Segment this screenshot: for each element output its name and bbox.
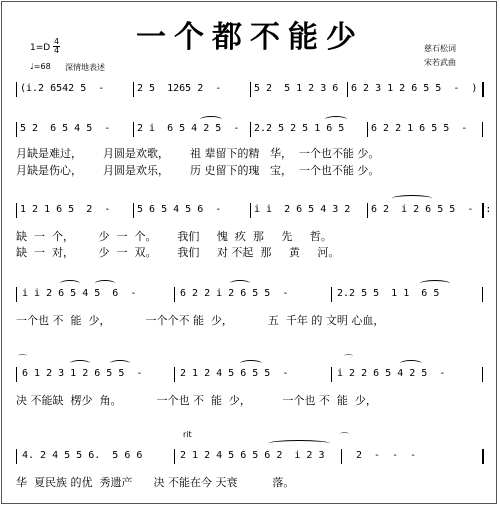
barline <box>347 82 348 97</box>
song-title: 一个都不能少 <box>136 20 364 55</box>
barline <box>482 287 483 302</box>
lyric-line: 决 不能缺 楞少 角。 一个也 不 能 少， 一个也 不 能 少， <box>16 394 377 407</box>
measure: i i 2 6 5 4 5 6 - <box>22 288 137 299</box>
slur <box>268 440 330 447</box>
slur <box>392 195 432 202</box>
staff-line <box>16 287 484 303</box>
staff-line <box>16 203 492 219</box>
time-bottom: 4 <box>53 46 60 55</box>
lyric-line: 缺 一 对， 少 一 双。 我们 对 不起 那 黄 河。 <box>16 246 340 259</box>
lyric-line: 华 夏民族 的优 秀遗产 决 不能在今 天衰 落。 <box>16 476 295 489</box>
barline <box>482 367 483 382</box>
ritardando-marking: rit <box>183 430 192 439</box>
barline <box>250 122 251 137</box>
measure: 5 2 6 5 4 5 - <box>20 123 111 134</box>
measure: 2 1 2 4 5 6 5 5 - <box>180 368 289 379</box>
barline <box>482 122 483 137</box>
slur <box>230 280 250 287</box>
measure: 2 5 1265 2 - <box>137 83 222 94</box>
measure: 6 2 2 i 2 6 5 5 - <box>180 288 289 299</box>
time-top: 4 <box>53 37 60 46</box>
lyric-line: 缺 一 个， 少 一 个。 我们 愧 疚 那 先 哲。 <box>16 230 332 243</box>
barline <box>16 122 17 137</box>
barline <box>16 203 17 218</box>
slur <box>240 360 262 367</box>
barline <box>482 203 484 218</box>
measure: 6 2 3 1 2 6 5 5 - ) <box>351 83 478 94</box>
composer-credit: 宋若武曲 <box>424 58 456 67</box>
slur <box>420 280 450 287</box>
slur <box>110 360 130 367</box>
slur <box>70 360 90 367</box>
measure: 4. 2 4 5 5 6. 5 6 6 <box>22 450 143 461</box>
measure: 5 2 5 1 2 3 6 <box>254 83 339 94</box>
measure: 5 6 5 4 5 6 - <box>137 204 222 215</box>
barline <box>250 203 251 218</box>
barline <box>133 82 134 97</box>
slur <box>400 360 422 367</box>
barline <box>16 449 17 464</box>
barline <box>133 203 134 218</box>
staff-line <box>16 82 484 98</box>
barline <box>367 122 368 137</box>
barline <box>331 367 332 382</box>
measure: 6 1 2 3 1 2 6 5 5 - <box>22 368 143 379</box>
expression-marking: 深情地表述 <box>65 63 105 72</box>
barline <box>133 122 134 137</box>
measure: (i.2 6542 5 - <box>20 83 105 94</box>
barline <box>16 367 17 382</box>
barline <box>250 82 251 97</box>
measure: i 2 2 6 5 4 2 5 - <box>337 368 446 379</box>
measure: 2 - - - <box>356 450 417 461</box>
lyric-line: 月缺是伤心， 月圆是欢乐， 历 史留下的瑰 宝， 一个也不能 少。 <box>16 164 380 177</box>
barline <box>482 449 484 464</box>
key-signature: 1=D <box>30 43 51 53</box>
measure: 6 2 i 2 6 5 5 - : <box>371 204 492 215</box>
barline <box>341 449 342 464</box>
staff-line <box>16 122 484 138</box>
tempo-marking: ♩=68 <box>30 62 51 71</box>
barline <box>482 82 484 97</box>
measure: 6 2 2 1 6 5 5 - <box>371 123 468 134</box>
barline <box>174 367 175 382</box>
fermata: ⌒ <box>340 433 350 443</box>
measure: i i 2 6 5 4 3 2 <box>254 204 351 215</box>
slur <box>95 280 115 287</box>
staff-line <box>16 367 484 383</box>
barline <box>174 287 175 302</box>
lyricist-credit: 慈石松词 <box>424 44 456 53</box>
measure: 2.2 5 2 5 1 6 5 <box>254 123 345 134</box>
slur <box>60 280 80 287</box>
measure: 2.2 5 5 1 1 6 5 <box>337 288 440 299</box>
barline <box>174 449 175 464</box>
barline <box>367 203 368 218</box>
measure: 2 1 2 4 5 6 5 6 2 i 2 3 <box>180 450 325 461</box>
lyric-line: 一个也 不 能 少， 一个个不 能 少， 五 千年 的 文明 心血， <box>16 314 385 327</box>
barline <box>16 287 17 302</box>
staff-line <box>16 449 484 465</box>
fermata: ⌒ <box>344 355 354 365</box>
barline <box>331 287 332 302</box>
time-signature <box>53 38 60 55</box>
barline <box>16 82 17 97</box>
measure: 1 2 1 6 5 2 - <box>20 204 111 215</box>
fermata: ⌒ <box>18 355 28 365</box>
lyric-line: 月缺是难过， 月圆是欢歌， 祖 辈留下的精 华， 一个也不能 少。 <box>16 147 380 160</box>
measure: 2 i 6 5 4 2 5 - <box>137 123 240 134</box>
